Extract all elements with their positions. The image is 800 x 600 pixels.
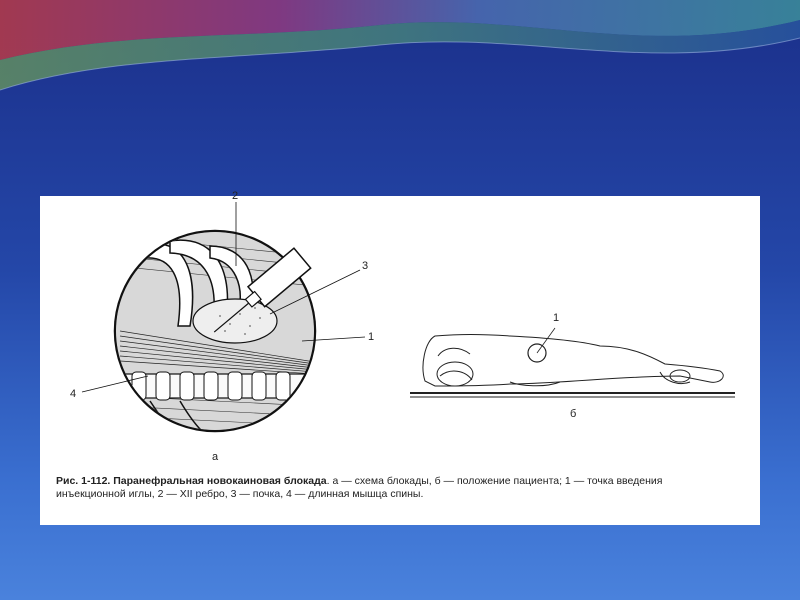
label-2-rib: 2 (232, 190, 239, 202)
panel-a-scheme (82, 202, 365, 438)
panel-a-letter: а (212, 451, 219, 463)
label-1-patient-point: 1 (553, 312, 560, 324)
label-3-kidney: 3 (362, 260, 369, 272)
caption-line1-rest: . а — схема блокады, б — положение пациента; 1 — точка введения (326, 475, 663, 487)
caption-line2: инъекционной иглы, 2 — XII ребро, 3 — почка, 4 — длинная мышца спины. (56, 488, 424, 500)
header-wave-decoration (0, 0, 800, 110)
panel-b-patient (410, 328, 735, 397)
figure-caption (56, 475, 746, 501)
figure-panel (40, 190, 760, 525)
label-4-muscle: 4 (70, 388, 77, 400)
panel-b-letter: б (570, 408, 577, 420)
label-1-injection-point: 1 (368, 331, 375, 343)
caption-title: Рис. 1-112. Паранефральная новокаиновая блокада (56, 475, 327, 487)
